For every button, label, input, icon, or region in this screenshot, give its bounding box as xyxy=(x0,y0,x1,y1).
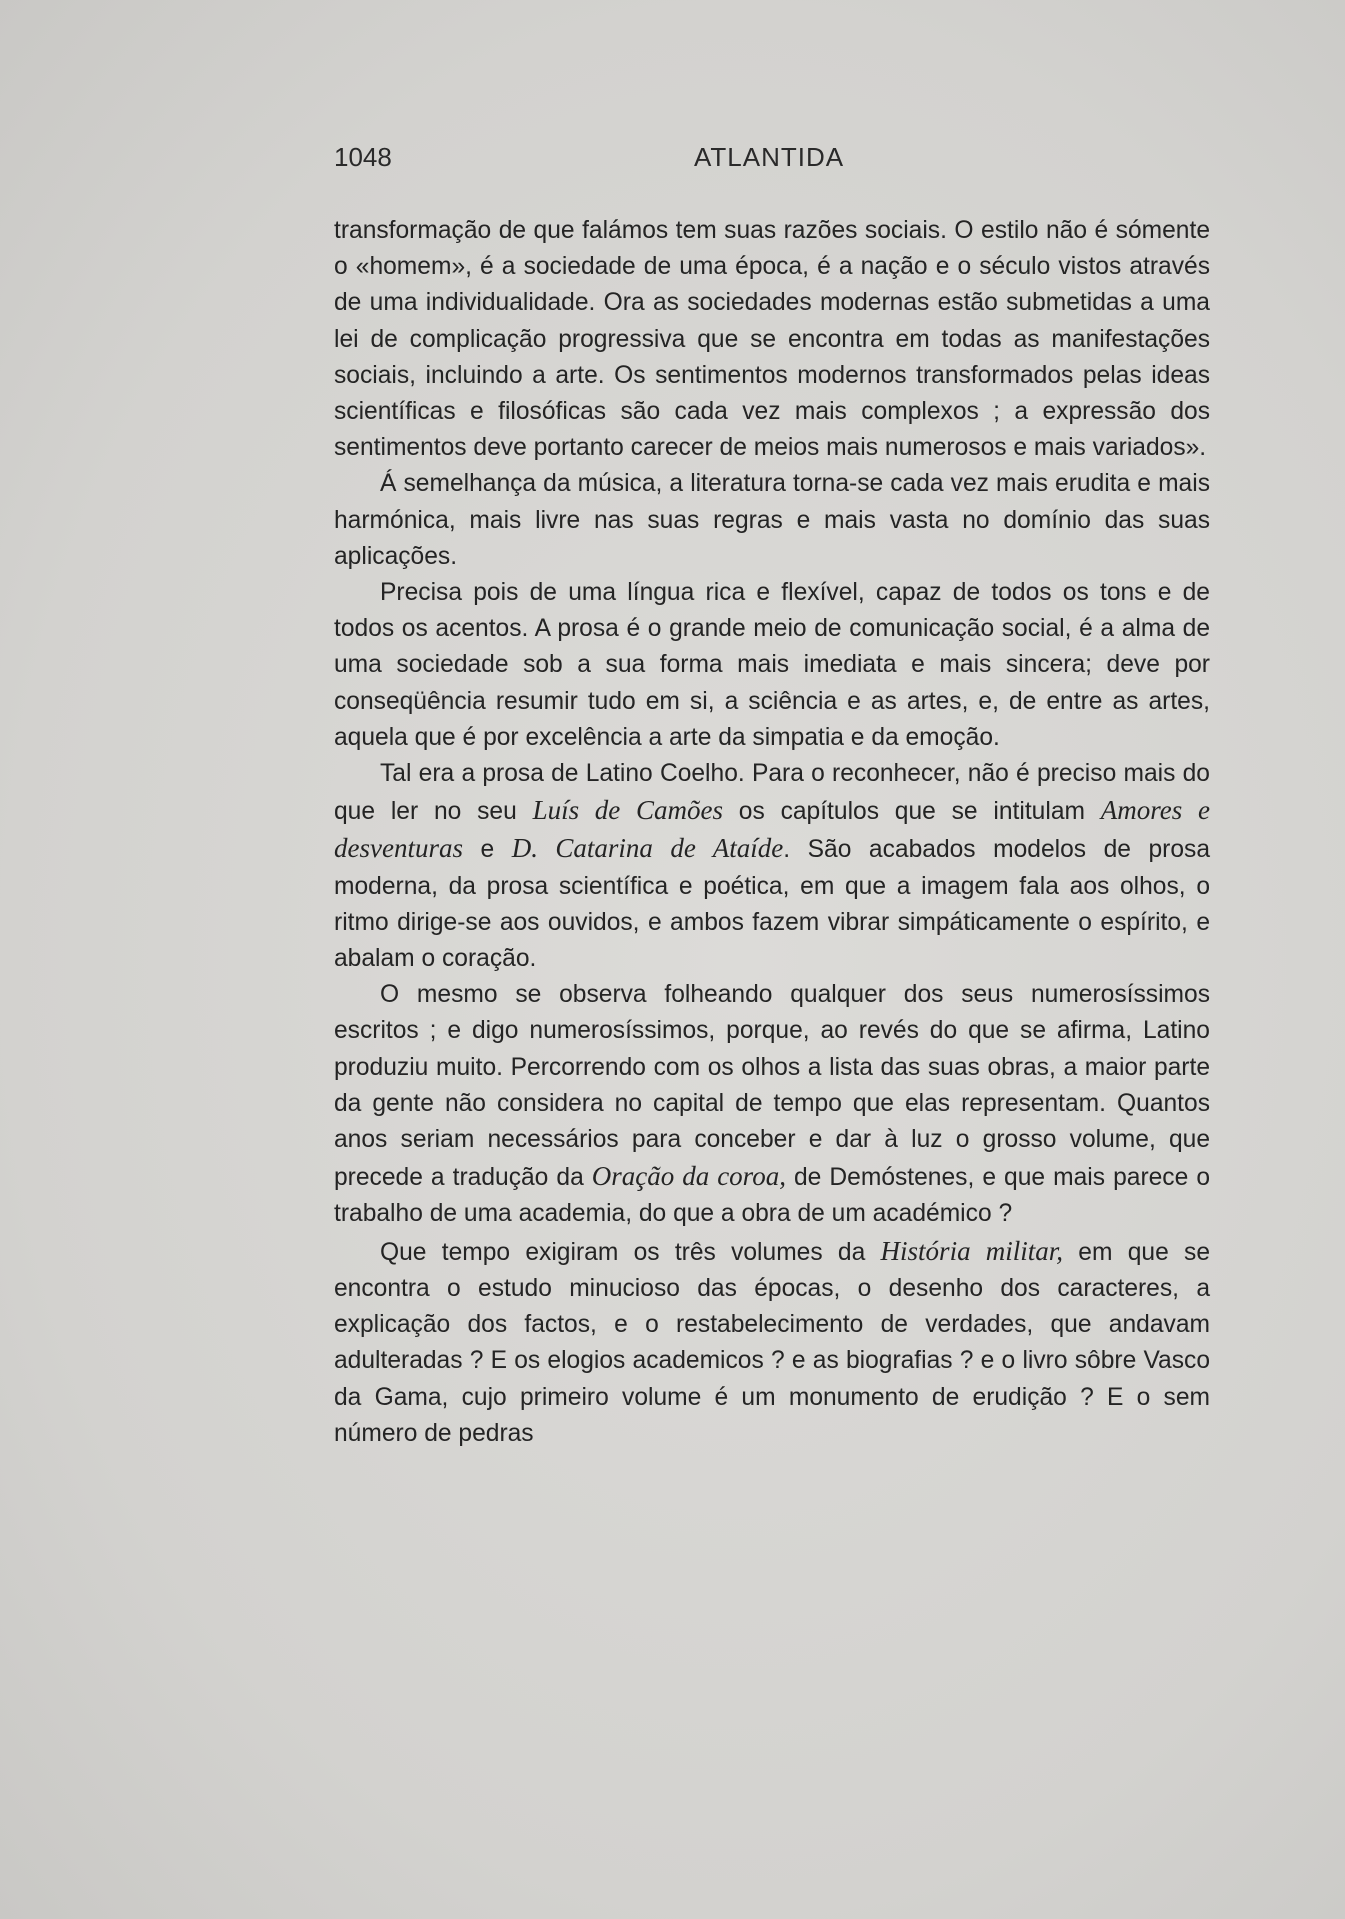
paragraph-text: em que se encontra o estudo minucioso das épocas, o desenho dos caracteres, a explicação dos factos, e o restabelecimento de verdades, que andavam adulteradas ? E os elogios academicos ? e as biografias ? e o livro sôbre Vasco da Gama, cujo primeiro volume é um monumento de erudição ? E o sem número de pedras xyxy=(334,1238,1211,1447)
paragraph-text: de Demóstenes, e que mais parece o trabalho de uma academia, do que a obra de um académico ? xyxy=(334,1164,1211,1228)
paragraph: Precisa pois de uma língua rica e flexível, capaz de todos os tons e de todos os acentos. A prosa é o grande meio de comunicação social, é a alma de uma sociedade sob a sua forma mais imediata e mais sincera; deve por conseqüência resumir tudo em si, a sciência e as artes, e, de entre as artes, aquela que é por excelência a arte da simpatia e da emoção. xyxy=(334,579,1210,751)
work-title: Oração da coroa, xyxy=(591,1161,786,1192)
body-text xyxy=(334,213,1210,1452)
paragraph-text: Tal era a prosa de Latino Coelho. Para o reconhecer, não é preciso mais do que ler no seu xyxy=(334,760,1210,826)
chapter-title: Amores e desventuras xyxy=(334,795,1210,864)
paragraph xyxy=(334,977,1210,1232)
paragraph-text: Que tempo exigiram os três volumes da xyxy=(380,1238,881,1266)
paragraph-text: os capítulos que se intitulam xyxy=(723,798,1101,826)
running-title: ATLANTIDA xyxy=(694,142,845,172)
paragraph-text: . São acabados modelos de prosa moderna, da prosa scientífica e poética, em que a imagem fala aos olhos, o ritmo dirige-se aos ouvidos, e ambos fazem vibrar simpáticamente o espírito, e abalam o coração. xyxy=(334,836,1211,973)
paragraph: Á semelhança da música, a literatura torna-se cada vez mais erudita e mais harmónica, mais livre nas suas regras e mais vasta no domínio das suas aplicações. xyxy=(334,470,1210,570)
paragraph-text: O mesmo se observa folheando qualquer dos seus numerosíssimos escritos ; e digo numerosíssimos, porque, ao revés do que se afirma, Latino produziu muito. Percorrendo com os olhos a lista das suas obras, a maior parte da gente não considera no capital de tempo que elas representam. Quantos anos seriam necessários para conceber e dar à luz o grosso volume, que precede a tradução da xyxy=(334,981,1210,1192)
work-title: História militar, xyxy=(880,1235,1064,1266)
paragraph xyxy=(334,1233,1210,1452)
paragraph-text: e xyxy=(462,836,512,864)
paragraph xyxy=(334,756,1210,977)
book-title: Luís de Camões xyxy=(532,795,723,826)
paragraph: transformação de que falámos tem suas razões sociais. O estilo não é sómente o «homem», é a sociedade de uma época, é a nação e o século vistos através de uma individualidade. Ora as sociedades modernas estão submetidas a uma lei de complicação progressiva que se encontra em todas as manifestações sociais, incluindo a arte. Os sentimentos modernos transformados pelas ideas scientíficas e filosóficas são cada vez mais complexos ; a expressão dos sentimentos deve portanto carecer de meios mais numerosos e mais variados». xyxy=(334,217,1210,462)
chapter-title: D. Catarina de Ataíde xyxy=(511,833,784,864)
page-header xyxy=(334,142,1214,182)
page-number: 1048 xyxy=(334,142,392,172)
